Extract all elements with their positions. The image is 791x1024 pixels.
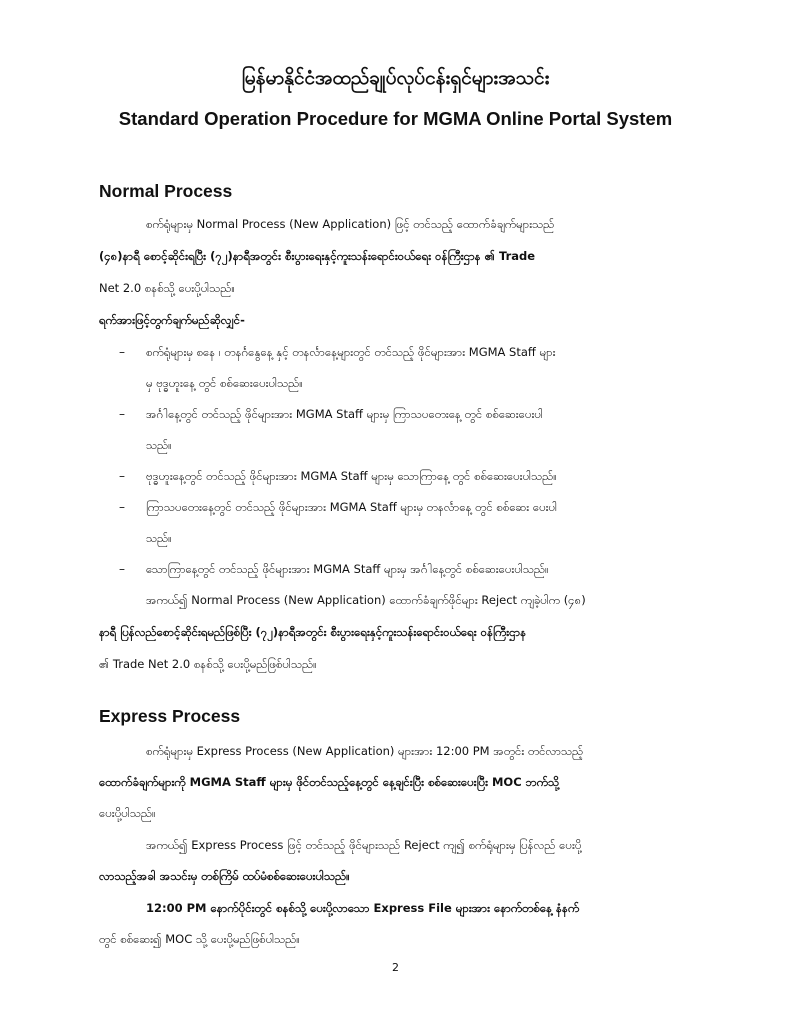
bullet-dash: – (119, 562, 125, 576)
page-number: 2 (392, 961, 399, 974)
title-myanmar: မြန်မာနိုင်ငံအထည်ချုပ်လုပ်ငန်းရှင်များအသင်း (241, 67, 550, 89)
bullet-dash: – (119, 345, 125, 359)
normal-bullet-3-line1: ဗုဒ္ဓဟူးနေ့တွင် တင်သည့် ဖိုင်များအား MGMA Staff များမှ သောကြာနေ့ တွင် စစ်ဆေးပေးပါသည်။ (146, 469, 557, 483)
normal-bullet-5-line1: သောကြာနေ့တွင် တင်သည့် ဖိုင်များအား MGMA Staff များမှ အင်္ဂါနေ့တွင် စစ်ဆေးပေးပါသည်။ (146, 562, 549, 576)
normal-bullet-1-line1: စက်ရုံများမှ စနေ ၊ တနင်္ဂနွေနေ့ နှင့် တနင်္လာနေ့များတွင် တင်သည့် ဖိုင်များအား MGMA Staff များ (146, 345, 556, 359)
express-p2-line2: လာသည့်အခါ အသင်းမှ တစ်ကြိမ် ထပ်မံစစ်ဆေးပေးပါသည်။ (99, 869, 350, 883)
express-p1-line2: ထောက်ခံချက်များကို MGMA Staff များမှ ဖိုင်တင်သည့်နေ့တွင် နေ့ချင်းပြီး စစ်ဆေးပေးပြီး MOC ဘက်သို့ (99, 775, 560, 789)
normal-subheading: ရက်အားဖြင့်တွက်ချက်မည်ဆိုလျှင်- (99, 313, 245, 327)
bullet-dash: – (119, 500, 125, 514)
normal-p2-line2: နာရီ ပြန်လည်စောင့်ဆိုင်းရမည်ဖြစ်ပြီး (၇၂)နာရီအတွင်း စီးပွားရေးနှင့်ကူးသန်းရောင်းဝယ်ရေး ဝန်ကြီးဌာန (99, 625, 527, 639)
normal-bullet-4-line2: သည်။ (146, 531, 172, 545)
normal-bullet-2-line1: အင်္ဂါနေ့တွင် တင်သည့် ဖိုင်များအား MGMA Staff များမှ ကြာသပတေးနေ့ တွင် စစ်ဆေးပေးပါ (146, 407, 543, 421)
express-p1-line1: စက်ရုံများမှ Express Process (New Application) များအား 12:00 PM အတွင်း တင်လာသည့် (146, 744, 584, 758)
normal-process-heading: Normal Process (99, 181, 233, 201)
express-p3-line1: 12:00 PM နောက်ပိုင်းတွင် စနစ်သို့ ပေးပို့လာသော Express File များအား နောက်တစ်နေ့ နံနက် (146, 901, 580, 915)
bullet-dash: – (119, 469, 125, 483)
normal-p1-line2: (၄၈)နာရီ စောင့်ဆိုင်းရပြီး (၇၂)နာရီအတွင်း စီးပွားရေးနှင့်ကူးသန်းရောင်းဝယ်ရေး ဝန်ကြီးဌာန ၏ Trade (99, 249, 536, 263)
express-p3-line2: တွင် စစ်ဆေး၍ MOC သို့ ပေးပို့မည်ဖြစ်ပါသည်။ (99, 932, 300, 946)
title-english: Standard Operation Procedure for MGMA Online Portal System (118, 108, 673, 129)
normal-p1-line1: စက်ရုံများမှ Normal Process (New Application) ဖြင့် တင်သည့် ထောက်ခံချက်များသည် (146, 217, 555, 231)
normal-p2-line3: ၏ Trade Net 2.0 စနစ်သို့ ပေးပို့မည်ဖြစ်ပါသည်။ (99, 657, 317, 671)
normal-bullet-4-line1: ကြာသပတေးနေ့တွင် တင်သည့် ဖိုင်များအား MGMA Staff များမှ တနင်္လာနေ့ တွင် စစ်ဆေး ပေးပါ (146, 500, 558, 514)
normal-p1-line3: Net 2.0 စနစ်သို့ ပေးပို့ပါသည်။ (99, 281, 235, 295)
bullet-dash: – (119, 407, 125, 421)
normal-bullet-2-line2: သည်။ (146, 438, 172, 452)
express-p1-line3: ပေးပို့ပါသည်။ (99, 806, 156, 820)
express-process-heading: Express Process (99, 706, 241, 726)
express-p2-line1: အကယ်၍ Express Process ဖြင့် တင်သည့် ဖိုင်များသည် Reject ကျ၍ စက်ရုံများမှ ပြန်လည် ပေးပို့ (146, 838, 582, 852)
normal-p2-line1: အကယ်၍ Normal Process (New Application) ထောက်ခံချက်ဖိုင်များ Reject ကျခဲ့ပါက (၄၈) (146, 593, 586, 607)
normal-bullet-1-line2: မှ ဗုဒ္ဓဟူးနေ့ တွင် စစ်ဆေးပေးပါသည်။ (146, 376, 303, 390)
